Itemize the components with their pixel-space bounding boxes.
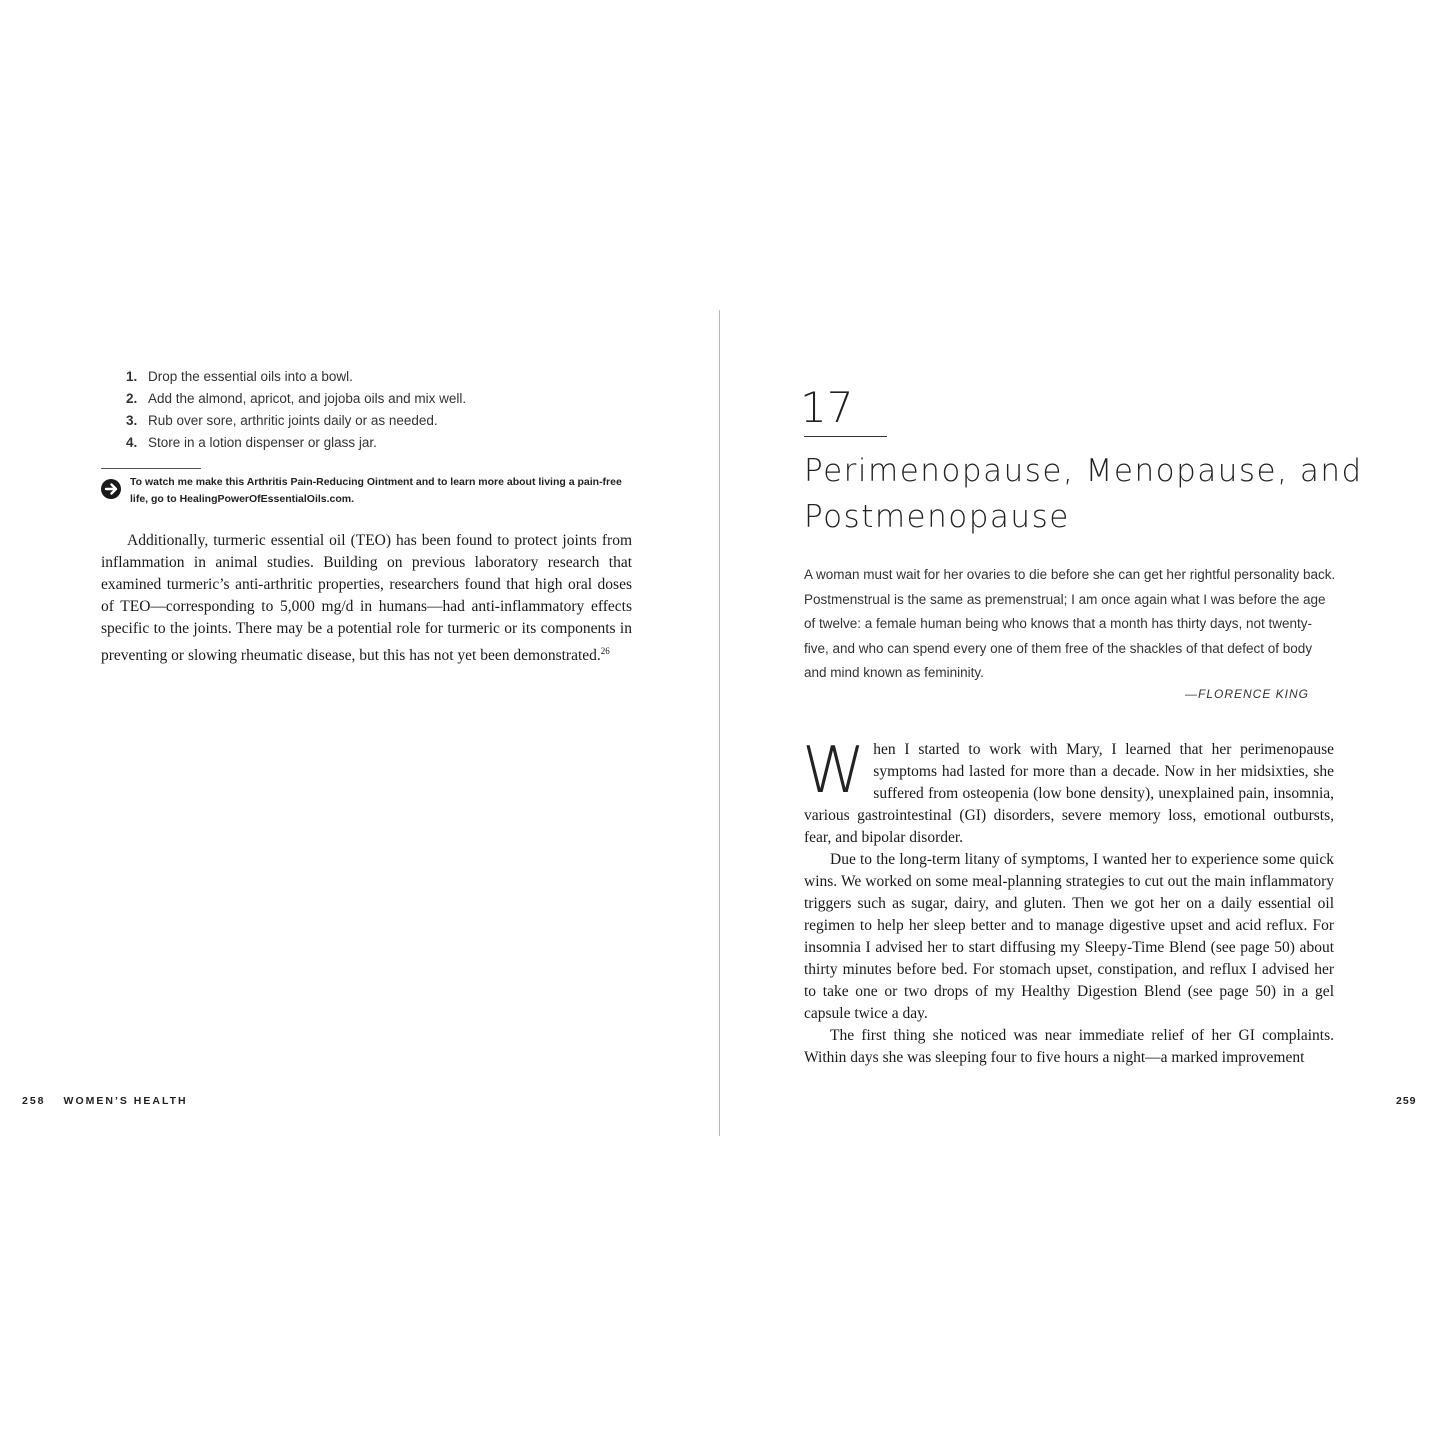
chapter-rule	[804, 436, 887, 437]
chapter-number: 17	[800, 383, 854, 432]
recipe-steps	[126, 366, 646, 454]
drop-cap: W	[802, 734, 866, 808]
paragraph	[101, 530, 632, 667]
paragraph-text: hen I started to work with Mary, I learned that her perimenopause symptoms had lasted for more than a decade. Now in her midsixties, she suffered from osteopenia (low bone density), unexplained pain, insomnia, various gastrointestinal (GI) disorders, severe memory loss, emotional outbursts, fear, and bipolar disorder.	[804, 741, 1334, 846]
paragraph-text: Additionally, turmeric essential oil (TEO) has been found to protect joints from inflammation in animal studies. Building on previous laboratory research that examined turmeric’s anti-arthritic properties, researchers found that high oral doses of TEO—corresponding to 5,000 mg/d in humans—had anti-inflammatory effects specific to the joints. There may be a potential role for turmeric or its components in preventing or slowing rheumatic disease, but this has not yet been demonstrated.	[101, 532, 632, 665]
step-text: Add the almond, apricot, and jojoba oils and mix well.	[148, 391, 467, 406]
paragraph: The first thing she noticed was near immediate relief of her GI complaints. Within days she was sleeping four to five hours a night—a marked improvement	[804, 1027, 1334, 1066]
step-text: Drop the essential oils into a bowl.	[148, 369, 353, 384]
list-item	[126, 432, 646, 454]
running-head: WOMEN’S HEALTH	[63, 1095, 188, 1107]
epigraph: A woman must wait for her ovaries to die before she can get her rightful personality back. Postmenstrual is the same as premenstrual; I am once again what I was before the age of twelve: a female human being who knows that a month has thirty days, not twenty-five, and who can spend every one of them free of the shackles of that defect of body and mind known as femininity.	[804, 567, 1336, 681]
epigraph-attribution: —FLORENCE KING	[1184, 687, 1309, 701]
list-item	[126, 410, 646, 432]
arrow-right-circle-icon	[100, 478, 122, 500]
step-number: 4.	[126, 435, 138, 450]
paragraph	[802, 734, 1334, 849]
tip-divider	[101, 468, 201, 469]
step-number: 2.	[126, 391, 138, 406]
step-text: Store in a lotion dispenser or glass jar.	[148, 435, 377, 450]
paragraph: Due to the long-term litany of symptoms, I wanted her to experience some quick wins. We worked on some meal-planning strategies to cut out the main inflammatory triggers such as sugar, dairy, and gluten. Then we got her on a daily essential oil regimen to help her sleep better and to manage digestive upset and acid reflux. For insomnia I advised her to start diffusing my Sleepy-Time Blend (see page 50) about thirty minutes before bed. For stomach upset, constipation, and reflux I advised her to take one or two drops of my Healthy Digestion Blend (see page 50) in a gel capsule twice a day.	[804, 851, 1334, 1022]
gutter-line	[719, 310, 720, 1136]
chapter-title: Perimenopause, Menopause, and Postmenopause	[804, 453, 1363, 535]
step-number: 3.	[126, 413, 138, 428]
page-number-left: 258	[22, 1095, 46, 1107]
step-text: Rub over sore, arthritic joints daily or as needed.	[148, 413, 438, 428]
page-number-right: 259	[1396, 1095, 1417, 1107]
list-item	[126, 388, 646, 410]
list-item	[126, 366, 646, 388]
step-number: 1.	[126, 369, 138, 384]
footer-left	[22, 1095, 188, 1107]
body-text-right	[802, 734, 1334, 1069]
body-text-left	[101, 530, 632, 667]
video-tip: To watch me make this Arthritis Pain-Reducing Ointment and to learn more about living a pain-free life, go to HealingPowerOfEssentialOils.com.	[130, 476, 622, 505]
footnote-ref: 26	[600, 646, 610, 656]
